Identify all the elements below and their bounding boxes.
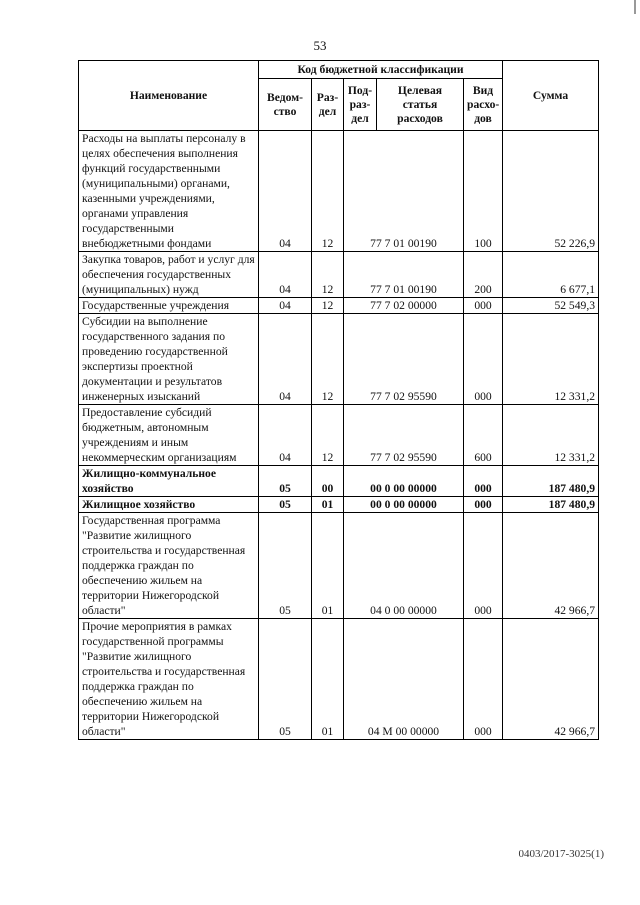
table-row — [79, 131, 599, 252]
row-name: Прочие мероприятия в рамках государственной программы "Развитие жилищного строительства и государственная поддержка граждан по обеспечению жильем на территории Нижегородской области" — [79, 619, 259, 740]
row-summa: 187 480,9 — [503, 497, 599, 513]
row-ved: 05 — [259, 513, 312, 619]
row-summa: 12 331,2 — [503, 314, 599, 405]
header-razdel: Раз-дел — [312, 79, 344, 131]
row-vid: 000 — [464, 497, 503, 513]
page-number: 53 — [313, 38, 327, 53]
header-vedomstvo: Ведом-ство — [259, 79, 312, 131]
row-razdel: 01 — [312, 513, 344, 619]
row-celevaya: 77 7 02 95590 — [344, 314, 464, 405]
row-celevaya: 77 7 01 00190 — [344, 131, 464, 252]
table-row — [79, 619, 599, 740]
row-razdel: 01 — [312, 497, 344, 513]
row-razdel: 12 — [312, 405, 344, 466]
row-ved: 04 — [259, 314, 312, 405]
header-summa: Сумма — [503, 61, 599, 131]
row-ved: 04 — [259, 405, 312, 466]
row-name: Жилищно-коммунальное хозяйство — [79, 466, 259, 497]
row-razdel: 00 — [312, 466, 344, 497]
budget-table — [78, 60, 599, 740]
row-razdel: 12 — [312, 298, 344, 314]
row-ved: 04 — [259, 252, 312, 298]
table-row — [79, 252, 599, 298]
row-name: Государственные учреждения — [79, 298, 259, 314]
document-code: 0403/2017-3025(1) — [518, 848, 604, 860]
row-vid: 000 — [464, 619, 503, 740]
row-celevaya: 00 0 00 00000 — [344, 466, 464, 497]
row-celevaya: 77 7 02 95590 — [344, 405, 464, 466]
row-name: Государственная программа "Развитие жилищного строительства и государственная поддержка граждан по обеспечению жильем на территории Нижегородской области" — [79, 513, 259, 619]
row-vid: 000 — [464, 513, 503, 619]
row-summa: 42 966,7 — [503, 513, 599, 619]
header-vid: Вид расхо-дов — [464, 79, 503, 131]
row-razdel: 12 — [312, 131, 344, 252]
table-row — [79, 497, 599, 513]
row-vid: 000 — [464, 298, 503, 314]
row-name: Жилищное хозяйство — [79, 497, 259, 513]
row-celevaya: 00 0 00 00000 — [344, 497, 464, 513]
row-ved: 05 — [259, 466, 312, 497]
row-celevaya: 77 7 01 00190 — [344, 252, 464, 298]
row-razdel: 12 — [312, 314, 344, 405]
row-vid: 600 — [464, 405, 503, 466]
row-name: Закупка товаров, работ и услуг для обеспечения государственных (муниципальных) нужд — [79, 252, 259, 298]
budget-table-container — [78, 60, 598, 740]
header-podrazdel: Под-раз-дел — [344, 79, 377, 131]
row-celevaya: 04 0 00 00000 — [344, 513, 464, 619]
table-row — [79, 314, 599, 405]
row-summa: 52 549,3 — [503, 298, 599, 314]
row-vid: 000 — [464, 466, 503, 497]
row-ved: 04 — [259, 131, 312, 252]
row-summa: 12 331,2 — [503, 405, 599, 466]
row-ved: 05 — [259, 619, 312, 740]
header-celevaya: Целевая статья расходов — [377, 79, 464, 131]
row-name: Расходы на выплаты персоналу в целях обеспечения выполнения функций государственными (муниципальными) органами, казенными учреждениями, органами управления государственными внебюджетными фондами — [79, 131, 259, 252]
table-row — [79, 298, 599, 314]
row-vid: 200 — [464, 252, 503, 298]
row-summa: 6 677,1 — [503, 252, 599, 298]
header-kbk: Код бюджетной классификации — [259, 61, 503, 79]
row-ved: 05 — [259, 497, 312, 513]
row-celevaya: 77 7 02 00000 — [344, 298, 464, 314]
row-summa: 52 226,9 — [503, 131, 599, 252]
row-vid: 100 — [464, 131, 503, 252]
scan-edge-mark — [634, 0, 636, 14]
row-razdel: 01 — [312, 619, 344, 740]
row-ved: 04 — [259, 298, 312, 314]
table-row — [79, 405, 599, 466]
table-row — [79, 513, 599, 619]
row-razdel: 12 — [312, 252, 344, 298]
row-name: Предоставление субсидий бюджетным, автономным учреждениям и иным некоммерческим организациям — [79, 405, 259, 466]
row-summa: 187 480,9 — [503, 466, 599, 497]
header-name: Наименование — [79, 61, 259, 131]
row-name: Субсидии на выполнение государственного задания по проведению государственной экспертизы проектной документации и результатов инженерных изысканий — [79, 314, 259, 405]
row-celevaya: 04 М 00 00000 — [344, 619, 464, 740]
row-vid: 000 — [464, 314, 503, 405]
row-summa: 42 966,7 — [503, 619, 599, 740]
table-row — [79, 466, 599, 497]
